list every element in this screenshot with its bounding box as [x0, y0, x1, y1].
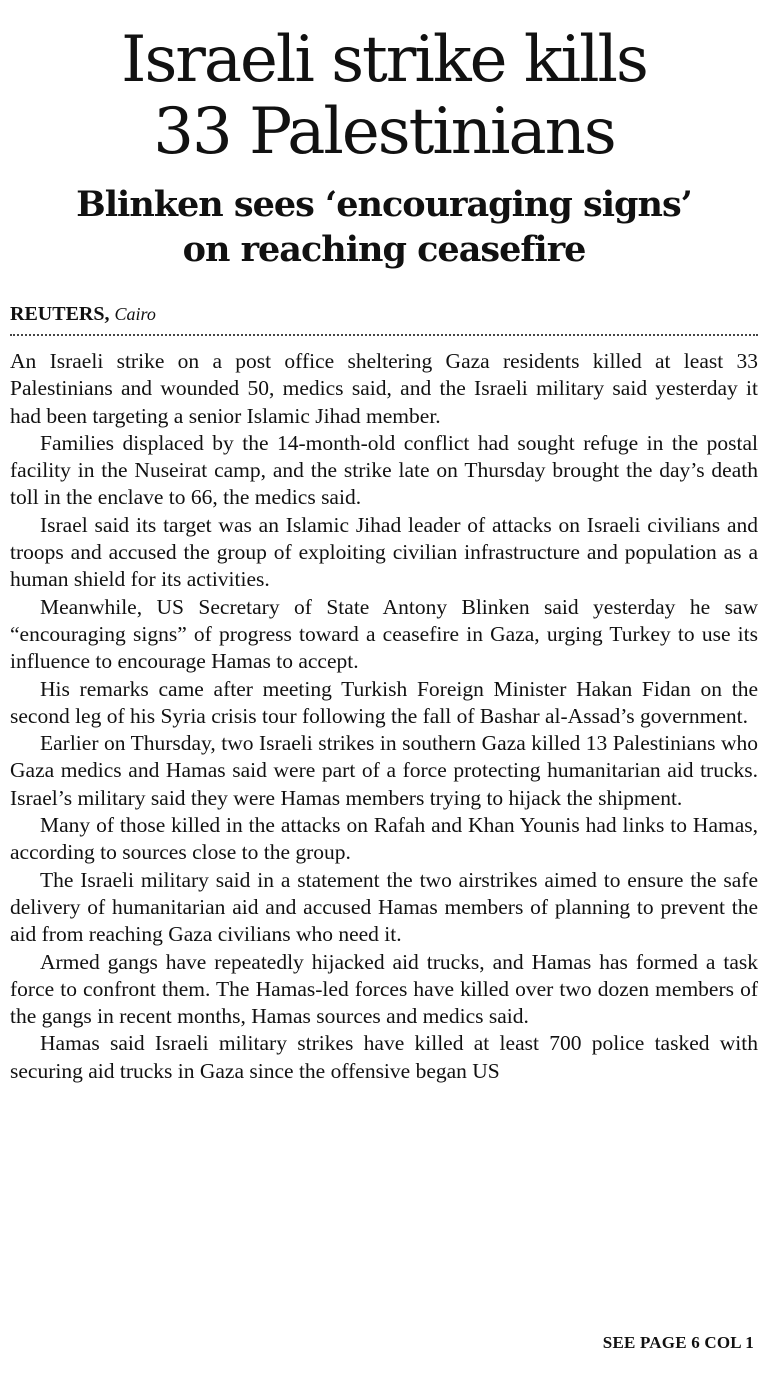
article-body: [10, 348, 758, 1085]
dotted-divider: [10, 334, 758, 336]
subheadline-line-1: Blinken sees ‘encouraging signs’: [76, 184, 692, 225]
continuation-jump-line: SEE PAGE 6 COL 1: [602, 1333, 754, 1352]
article-paragraph: Many of those killed in the attacks on Rafah and Khan Younis had links to Hamas, according to sources close to the group.: [10, 813, 758, 865]
byline-agency: REUTERS,: [10, 303, 110, 325]
news-article-page: [10, 0, 758, 1376]
article-paragraph: Families displaced by the 14-month-old conflict had sought refuge in the postal facility in the Nuseirat camp, and the strike late on Thursday brought the day’s death toll in the enclave to 66, the medics said.: [10, 430, 758, 510]
byline: [10, 303, 758, 325]
subheadline-line-2: on reaching ceasefire: [182, 229, 586, 270]
headline-line-1: Israeli strike kills: [121, 23, 647, 97]
headline-line-2: 33 Palestinians: [153, 95, 615, 169]
subheadline: [10, 182, 758, 272]
article-paragraph: Meanwhile, US Secretary of State Antony Blinken said yesterday he saw “encouraging signs” of progress toward a ceasefire in Gaza, urging Turkey to use its influence to encourage Hamas to accept.: [10, 594, 758, 674]
article-paragraph: The Israeli military said in a statement the two airstrikes aimed to ensure the safe delivery of humanitarian aid and accused Hamas members of planning to prevent the aid from reaching Gaza civilians who need it.: [10, 867, 758, 947]
article-paragraph: His remarks came after meeting Turkish Foreign Minister Hakan Fidan on the second leg of his Syria crisis tour following the fall of Bashar al-Assad’s government.: [10, 676, 758, 728]
article-paragraph: Israel said its target was an Islamic Jihad leader of attacks on Israeli civilians and troops and accused the group of exploiting civilian infrastructure and population as a human shield for its activities.: [10, 512, 758, 592]
headline: [10, 24, 758, 168]
article-paragraph: Hamas said Israeli military strikes have killed at least 700 police tasked with securing aid trucks in Gaza since the offensive began US: [10, 1031, 758, 1083]
article-paragraph: An Israeli strike on a post office sheltering Gaza residents killed at least 33 Palestinians and wounded 50, medics said, and the Israeli military said yesterday it had been targeting a senior Islamic Jihad member.: [10, 349, 758, 428]
byline-location: Cairo: [114, 304, 156, 324]
article-paragraph: Armed gangs have repeatedly hijacked aid trucks, and Hamas has formed a task force to confront them. The Hamas-led forces have killed over two dozen members of the gangs in recent months, Hamas sources and medics said.: [10, 949, 758, 1029]
article-paragraph: Earlier on Thursday, two Israeli strikes in southern Gaza killed 13 Palestinians who Gaza medics and Hamas said were part of a force protecting humanitarian aid trucks. Israel’s military said they were Hamas members trying to hijack the shipment.: [10, 731, 758, 810]
